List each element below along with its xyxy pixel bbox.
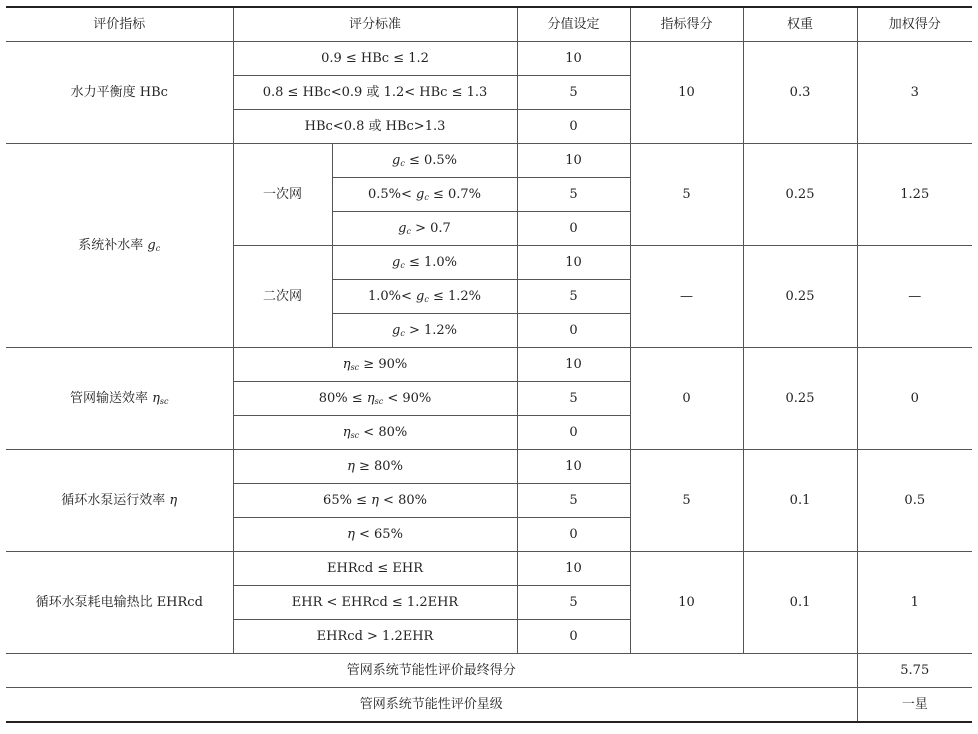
header-weighted: 加权得分 [857,7,972,42]
points-cell: 5 [517,76,630,110]
header-points: 分值设定 [517,7,630,42]
weight-cell: 0.1 [743,552,857,654]
points-cell: 5 [517,484,630,518]
criteria-cell: EHRcd > 1.2EHR [233,620,517,654]
points-cell: 5 [517,586,630,620]
weight-cell: 0.1 [743,450,857,552]
star-rating-row [6,688,972,723]
final-score-row [6,654,972,688]
evaluation-table [6,6,972,723]
points-cell: 10 [517,552,630,586]
weighted-cell: 1.25 [857,144,972,246]
criteria-cell: EHRcd ≤ EHR [233,552,517,586]
weight-cell: 0.25 [743,144,857,246]
table-row [6,552,972,586]
criteria-cell: $g_c \le 1.0\%$ [332,246,517,280]
indicator-pump: 循环水泵运行效率 η [6,450,233,552]
weight-cell: 0.25 [743,348,857,450]
criteria-cell: 65% ≤ η < 80% [233,484,517,518]
score-cell: 10 [630,552,743,654]
header-score: 指标得分 [630,7,743,42]
primary-network-label: 一次网 [233,144,332,246]
final-score-label: 管网系统节能性评价最终得分 [6,654,857,688]
final-score-value: 5.75 [857,654,972,688]
points-cell: 0 [517,518,630,552]
criteria-cell: EHR < EHRcd ≤ 1.2EHR [233,586,517,620]
points-cell: 5 [517,280,630,314]
criteria-cell: $0.5\%< g_c \le 0.7\%$ [332,178,517,212]
score-cell: — [630,246,743,348]
star-rating-label: 管网系统节能性评价星级 [6,688,857,723]
header-indicator: 评价指标 [6,7,233,42]
points-cell: 0 [517,212,630,246]
weighted-cell: 3 [857,42,972,144]
points-cell: 10 [517,450,630,484]
criteria-cell: 0.9 ≤ HBc ≤ 1.2 [233,42,517,76]
secondary-network-label: 二次网 [233,246,332,348]
points-cell: 0 [517,314,630,348]
points-cell: 0 [517,620,630,654]
score-cell: 5 [630,144,743,246]
score-cell: 0 [630,348,743,450]
weighted-cell: 0 [857,348,972,450]
weighted-cell: 1 [857,552,972,654]
criteria-cell: $1.0\%< g_c \le 1.2\%$ [332,280,517,314]
criteria-cell: $\eta_{sc} < 80\%$ [233,416,517,450]
weight-cell: 0.3 [743,42,857,144]
points-cell: 10 [517,144,630,178]
header-weight: 权重 [743,7,857,42]
weight-cell: 0.25 [743,246,857,348]
points-cell: 5 [517,382,630,416]
criteria-cell: HBc<0.8 或 HBc>1.3 [233,110,517,144]
criteria-cell: $g_c > 1.2\%$ [332,314,517,348]
table-row [6,450,972,484]
points-cell: 5 [517,178,630,212]
header-row [6,7,972,42]
star-rating-value: 一星 [857,688,972,723]
criteria-cell: η ≥ 80% [233,450,517,484]
criteria-cell: $g_c \le 0.5\%$ [332,144,517,178]
weighted-cell: — [857,246,972,348]
criteria-cell: η < 65% [233,518,517,552]
points-cell: 10 [517,42,630,76]
criteria-cell: 0.8 ≤ HBc<0.9 或 1.2< HBc ≤ 1.3 [233,76,517,110]
score-cell: 10 [630,42,743,144]
points-cell: 10 [517,348,630,382]
criteria-cell: $80\% \le \eta_{sc} < 90\%$ [233,382,517,416]
points-cell: 0 [517,416,630,450]
points-cell: 0 [517,110,630,144]
criteria-cell: $\eta_{sc} \ge 90\%$ [233,348,517,382]
header-criteria: 评分标准 [233,7,517,42]
table-row [6,144,972,178]
indicator-makeup: 系统补水率 $g_c$ [6,144,233,348]
table-row [6,348,972,382]
indicator-hbc: 水力平衡度 HBc [6,42,233,144]
indicator-ehr: 循环水泵耗电输热比 EHRcd [6,552,233,654]
score-cell: 5 [630,450,743,552]
table-row [6,42,972,76]
criteria-cell: $g_c > 0.7$ [332,212,517,246]
weighted-cell: 0.5 [857,450,972,552]
indicator-transport: 管网输送效率 $\eta_{sc}$ [6,348,233,450]
points-cell: 10 [517,246,630,280]
